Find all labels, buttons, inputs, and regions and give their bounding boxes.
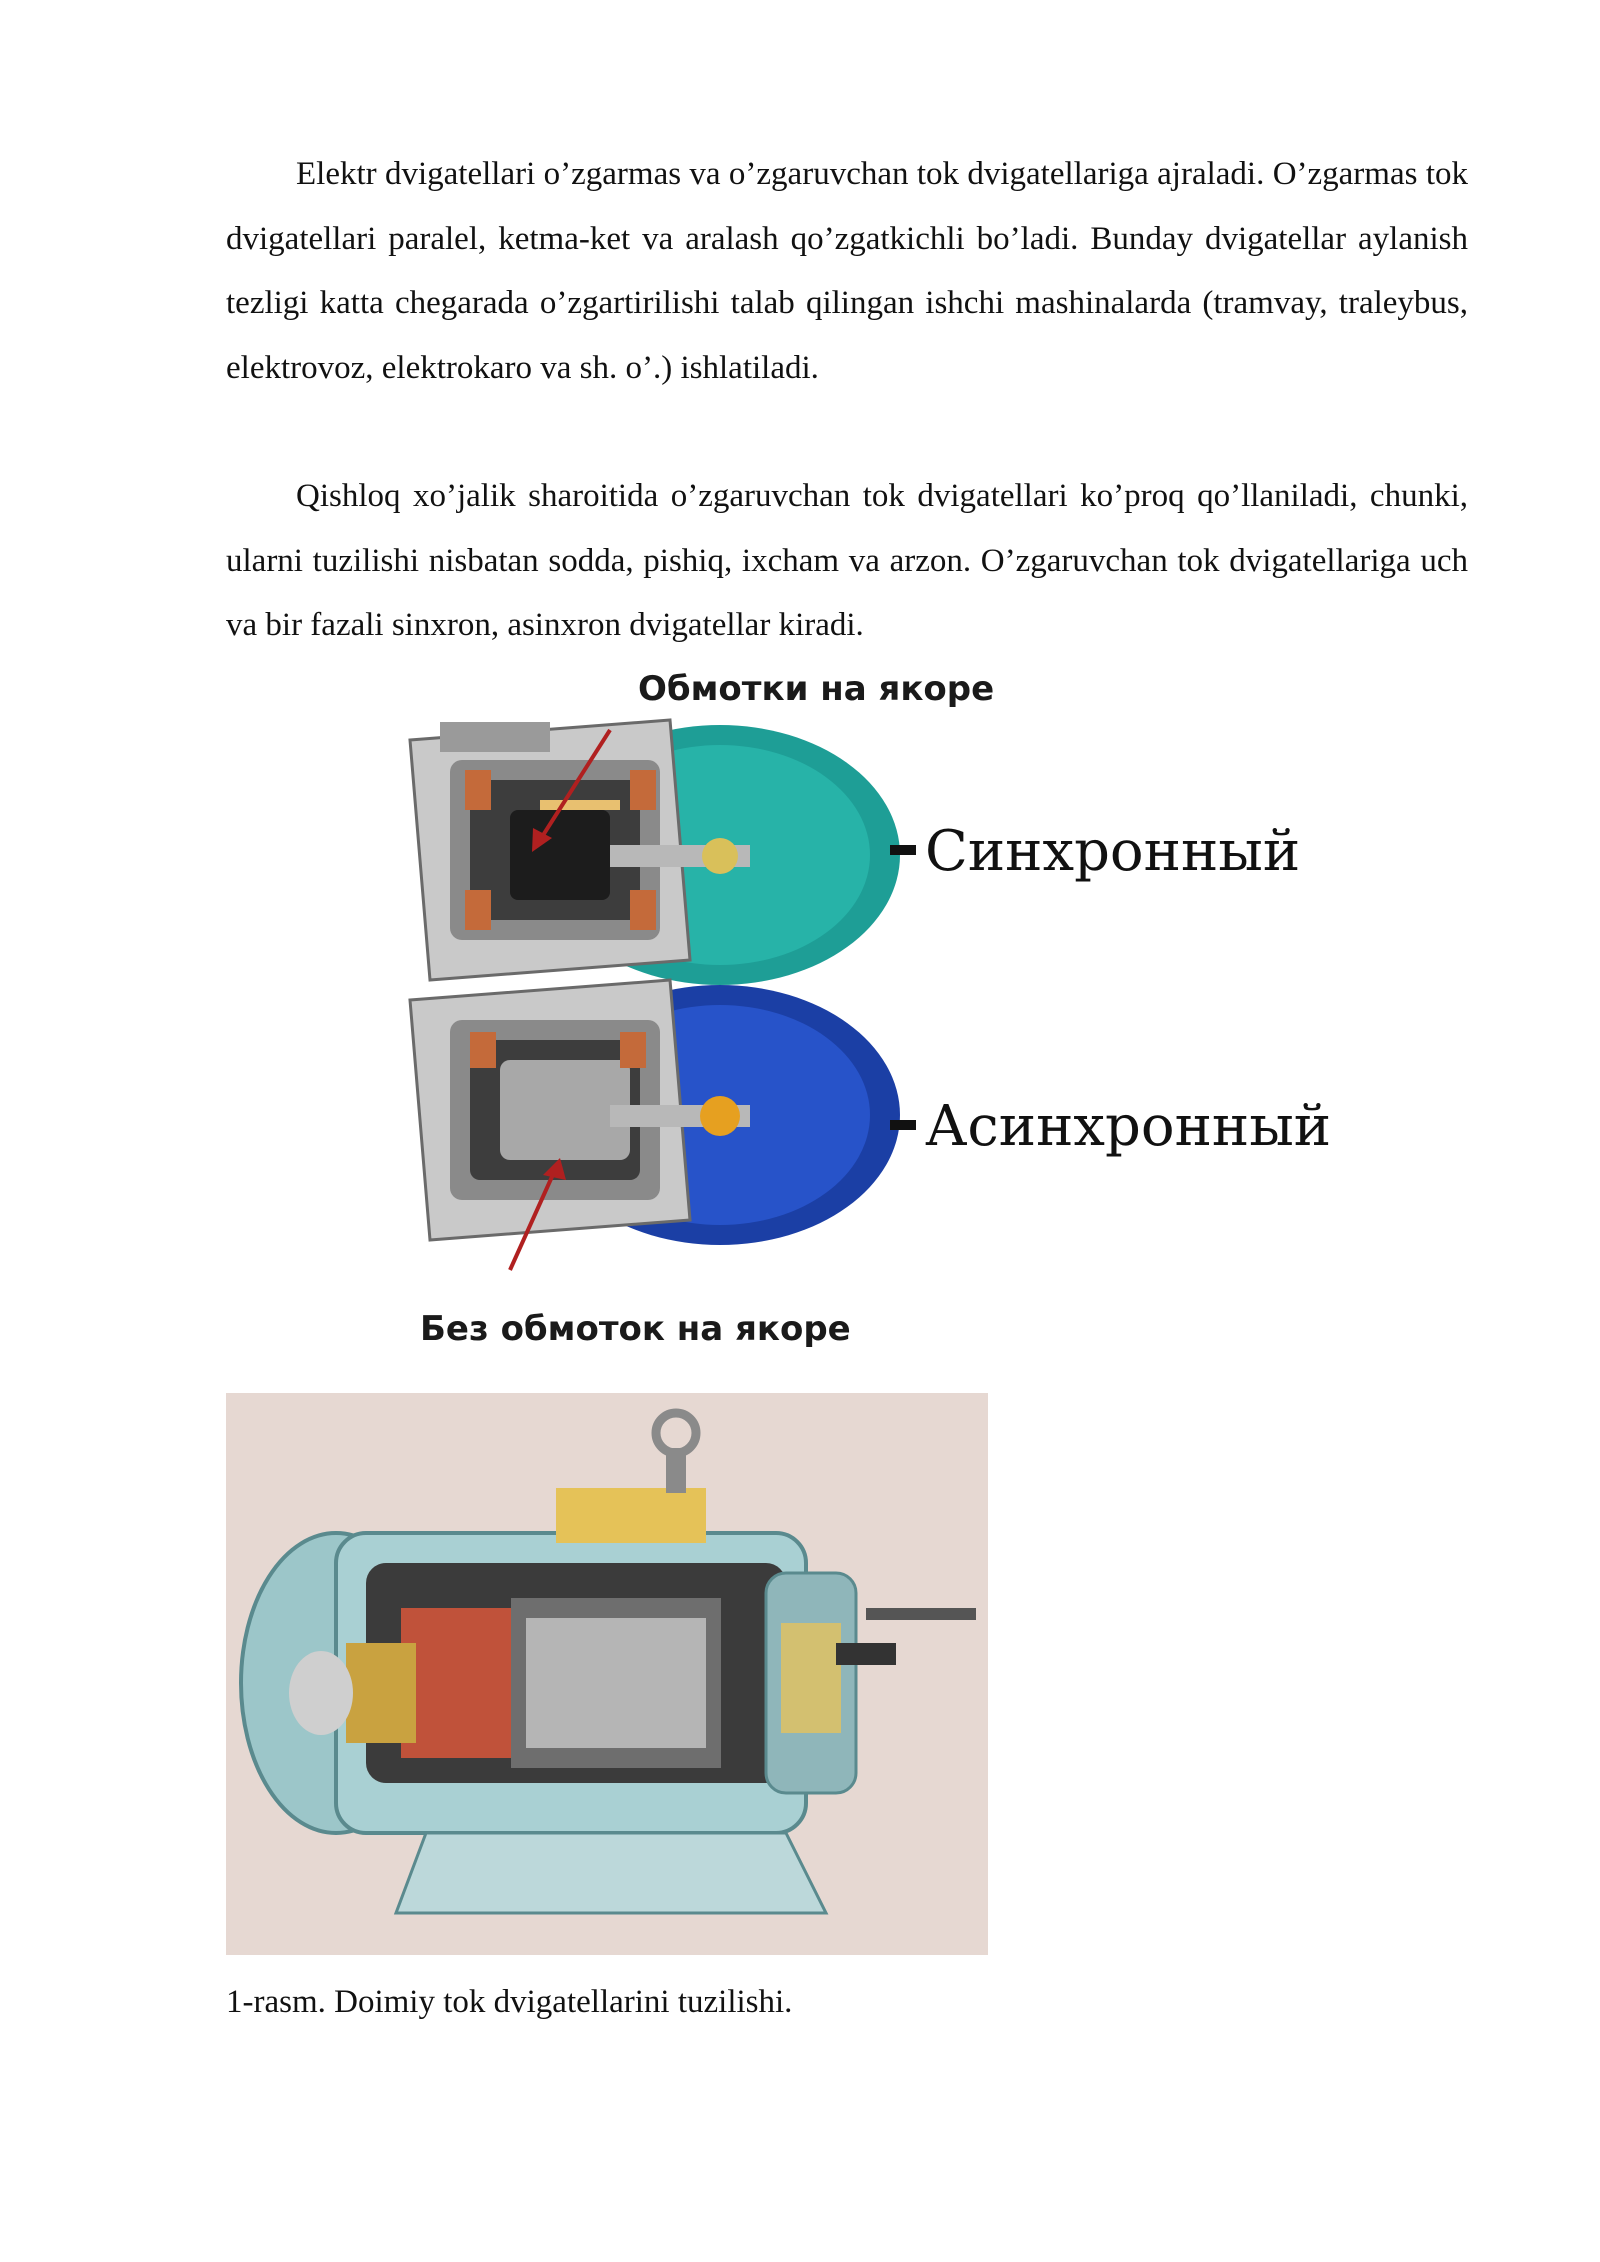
dc-motor-cutaway-image [226, 1393, 988, 1955]
paragraph-1: Elektr dvigatellari o’zgarmas va o’zgaruvchan tok dvigatellariga ajraladi. O’zgarmas tok dvigatellari paralel, ketma-ket va aralash qo’zgatkichli bo’ladi. Bunday dvigatellar aylanish tezligi katta chegarada o’zgartirilishi talab qilingan ishchi mashinalarda (tramvay, traleybus, elektrovoz, elektrokaro va sh. o’.) ishlatiladi. [226, 156, 1468, 386]
diagram-label-no-armature-windings: Без обмоток на якоре [420, 1309, 851, 1349]
diagram-label-armature-windings: Обмотки на якоре [638, 669, 995, 709]
paragraph-2: Qishloq xo’jalik sharoitida o’zgaruvchan tok dvigatellari ko’proq qo’llaniladi, chunki, ularni tuzilishi nisbatan sodda, pishiq, ixcham va arzon. O’zgaruvchan tok dvigatellariga uch va bir fazali sinxron, asinxron dvigatellar kiradi. [226, 478, 1468, 643]
label-asynchronous: Асинхронный [925, 1094, 1332, 1159]
synchronous-motor-image [410, 720, 900, 985]
motor-types-diagram [390, 660, 1340, 1360]
document-body-2 [226, 464, 1468, 658]
asynchronous-motor-image [410, 980, 900, 1270]
document-body [226, 142, 1468, 400]
figure-caption: 1-rasm. Doimiy tok dvigatellarini tuzilishi. [226, 1984, 793, 2020]
label-synchronous: Синхронный [925, 819, 1301, 884]
